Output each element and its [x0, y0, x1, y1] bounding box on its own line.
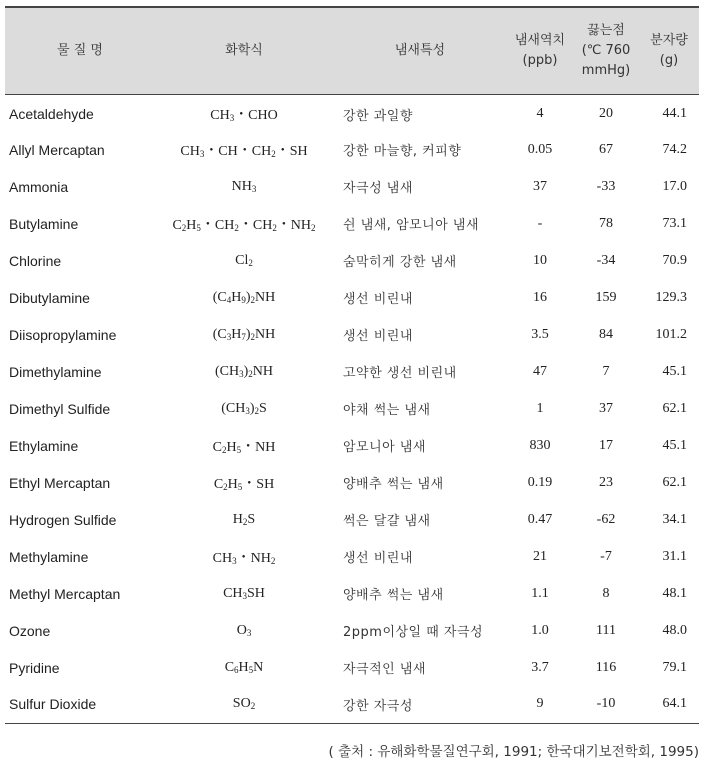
header-mw-line-2: (g) — [659, 52, 679, 68]
chemical-formula: $O_3$ — [236, 622, 252, 638]
substance-name: Ozone — [9, 622, 51, 639]
header-mw-line-1: 분자량 — [650, 32, 688, 48]
odor-characteristic: 생선 비린내 — [343, 551, 413, 566]
header-smell: 냄새특성 — [394, 42, 446, 58]
table-body — [5, 94, 699, 723]
odor-threshold: 1 — [536, 400, 544, 416]
boiling-point: 23 — [599, 474, 613, 490]
molecular-weight: 129.3 — [655, 289, 687, 305]
boiling-point: -34 — [596, 252, 616, 268]
table-row — [5, 538, 699, 575]
molecular-weight: 101.2 — [655, 326, 687, 342]
chemical-formula: $C_2H_5$・NH — [212, 439, 276, 455]
molecular-weight: 79.1 — [662, 659, 687, 675]
substance-name: Chlorine — [9, 252, 62, 269]
chemical-formula: $C_2H_5$・$CH_2$・$CH_2$・$NH_2$ — [172, 217, 316, 233]
odor-threshold: 830 — [529, 437, 551, 453]
chemical-formula: $CH_3$・$NH_2$ — [212, 550, 276, 566]
odor-characteristic: 생선 비린내 — [343, 329, 413, 344]
source-citation: ( 출처 : 유해화학물질연구회, 1991; 한국대기보전학회, 1995) — [328, 744, 699, 760]
table-row — [5, 353, 699, 390]
header-threshold-line-1: 냄새역치 — [514, 32, 566, 48]
odor-threshold: - — [537, 215, 543, 231]
substance-name: Dimethylamine — [9, 363, 102, 380]
chemical-formula: $CH_3$・CH・$CH_2$・SH — [180, 143, 308, 159]
substance-name: Pyridine — [9, 659, 60, 676]
chemical-formula: $CH_3SH$ — [223, 585, 265, 601]
odor-characteristic: 강한 과일향 — [343, 108, 413, 124]
odor-threshold: 0.19 — [527, 474, 553, 490]
molecular-weight: 45.1 — [662, 437, 687, 453]
header-boiling-line-1: 끓는점 — [587, 22, 625, 38]
substance-name: Ammonia — [9, 178, 69, 195]
odor-threshold: 47 — [533, 363, 547, 379]
substance-name: Sulfur Dioxide — [9, 696, 97, 713]
molecular-weight: 48.1 — [662, 585, 687, 601]
header-formula: 화학식 — [225, 42, 263, 58]
table-row — [5, 205, 699, 242]
table-row — [5, 242, 699, 279]
odor-characteristic: 고약한 생선 비린내 — [343, 366, 457, 381]
chemical-formula: $NH_3$ — [231, 178, 257, 194]
odor-threshold: 21 — [533, 548, 547, 564]
table-row — [5, 131, 699, 168]
molecular-weight: 34.1 — [662, 511, 687, 527]
boiling-point: 17 — [599, 437, 613, 453]
odor-threshold: 3.7 — [531, 659, 549, 675]
boiling-point: 37 — [599, 400, 613, 416]
chemical-formula: $(C_4H_9)_2NH$ — [212, 289, 276, 305]
odor-characteristic: 양배추 썩는 냄새 — [343, 477, 444, 492]
boiling-point: 8 — [602, 585, 610, 601]
molecular-weight: 17.0 — [662, 178, 687, 194]
chemical-formula: $C_2H_5$・SH — [213, 476, 275, 492]
substance-name: Hydrogen Sulfide — [9, 511, 117, 528]
odor-characteristic: 강한 마늘향, 커피향 — [343, 144, 462, 159]
substance-name: Allyl Mercaptan — [9, 141, 105, 158]
odor-characteristic: 자극성 냄새 — [343, 181, 413, 196]
chemical-formula: $(CH_3)_2S$ — [221, 400, 267, 416]
odor-threshold: 1.1 — [531, 585, 549, 601]
table-row — [5, 686, 699, 723]
substance-name: Acetaldehyde — [9, 106, 94, 123]
molecular-weight: 31.1 — [662, 548, 687, 564]
molecular-weight: 62.1 — [662, 400, 687, 416]
substance-name: Diisopropylamine — [9, 326, 117, 343]
substance-name: Ethyl Mercaptan — [9, 474, 111, 491]
substance-name: Dibutylamine — [9, 289, 90, 306]
odor-substance-table — [5, 6, 699, 724]
odor-characteristic: 썩은 달걀 냄새 — [343, 514, 431, 529]
odor-characteristic: 2ppm이상일 때 자극성 — [343, 625, 484, 640]
boiling-point: 111 — [596, 622, 616, 638]
table-row — [5, 612, 699, 649]
boiling-point: 20 — [599, 106, 613, 122]
table-row — [5, 464, 699, 501]
boiling-point: 7 — [602, 363, 610, 379]
chemical-formula: $C_6H_5N$ — [224, 659, 264, 675]
boiling-point: -10 — [596, 696, 616, 712]
boiling-point: 67 — [599, 141, 613, 157]
chemical-formula: $H_2S$ — [232, 511, 256, 527]
table-row — [5, 427, 699, 464]
boiling-point: 84 — [599, 326, 613, 342]
table-row — [5, 168, 699, 205]
header-mw — [639, 7, 699, 94]
odor-characteristic: 자극적인 냄새 — [343, 662, 426, 677]
odor-characteristic: 야채 썩는 냄새 — [343, 403, 431, 418]
odor-characteristic: 암모니아 냄새 — [343, 440, 426, 455]
molecular-weight: 74.2 — [662, 141, 687, 157]
substance-name: Ethylamine — [9, 437, 79, 454]
table-row — [5, 316, 699, 353]
odor-threshold: 4 — [536, 106, 544, 122]
boiling-point: 159 — [595, 289, 617, 305]
boiling-point: -7 — [600, 548, 612, 564]
substance-name: Butylamine — [9, 215, 79, 232]
substance-name: Methylamine — [9, 548, 89, 565]
molecular-weight: 62.1 — [662, 474, 687, 490]
table-row — [5, 575, 699, 612]
molecular-weight: 48.0 — [662, 622, 687, 638]
boiling-point: 116 — [595, 659, 617, 675]
odor-threshold: 0.47 — [527, 511, 553, 527]
molecular-weight: 73.1 — [662, 215, 687, 231]
odor-characteristic: 쉰 냄새, 암모니아 냄새 — [343, 218, 480, 233]
chemical-formula: $(C_3H_7)_2NH$ — [212, 326, 276, 342]
chemical-formula: $CH_3$・CHO — [210, 108, 278, 124]
header-threshold — [507, 7, 573, 94]
odor-threshold: 1.0 — [531, 622, 549, 638]
odor-threshold: 10 — [533, 252, 547, 268]
odor-threshold: 9 — [536, 696, 544, 712]
table-row — [5, 279, 699, 316]
boiling-point: -33 — [596, 178, 616, 194]
table-row — [5, 501, 699, 538]
chemical-formula: $Cl_2$ — [235, 252, 253, 268]
molecular-weight: 70.9 — [662, 252, 687, 268]
odor-threshold: 37 — [533, 178, 547, 194]
chemical-formula: $SO_2$ — [232, 696, 256, 712]
table-row — [5, 390, 699, 427]
molecular-weight: 64.1 — [662, 696, 687, 712]
substance-name: Methyl Mercaptan — [9, 585, 121, 602]
table-header — [5, 7, 699, 94]
header-boiling-line-3: mmHg) — [581, 62, 631, 78]
header-boiling — [573, 7, 639, 94]
header-boiling-line-2: (℃ 760 — [581, 42, 631, 58]
molecular-weight: 45.1 — [662, 363, 687, 379]
substance-name: Dimethyl Sulfide — [9, 400, 111, 417]
odor-threshold: 3.5 — [531, 326, 549, 342]
odor-threshold: 0.05 — [527, 141, 553, 157]
odor-threshold: 16 — [533, 289, 547, 305]
document — [5, 6, 699, 760]
molecular-weight: 44.1 — [662, 106, 687, 122]
header-threshold-line-2: (ppb) — [522, 52, 558, 68]
table-row — [5, 94, 699, 131]
chemical-formula: $(CH_3)_2NH$ — [214, 363, 274, 379]
odor-characteristic: 생선 비린내 — [343, 292, 413, 307]
boiling-point: 78 — [599, 215, 613, 231]
odor-characteristic: 강한 자극성 — [343, 698, 413, 714]
table-row — [5, 649, 699, 686]
odor-characteristic: 양배추 썩는 냄새 — [343, 588, 444, 603]
odor-characteristic: 숨막히게 강한 냄새 — [343, 255, 457, 270]
header-name: 물 질 명 — [57, 42, 103, 58]
boiling-point: -62 — [596, 511, 616, 527]
